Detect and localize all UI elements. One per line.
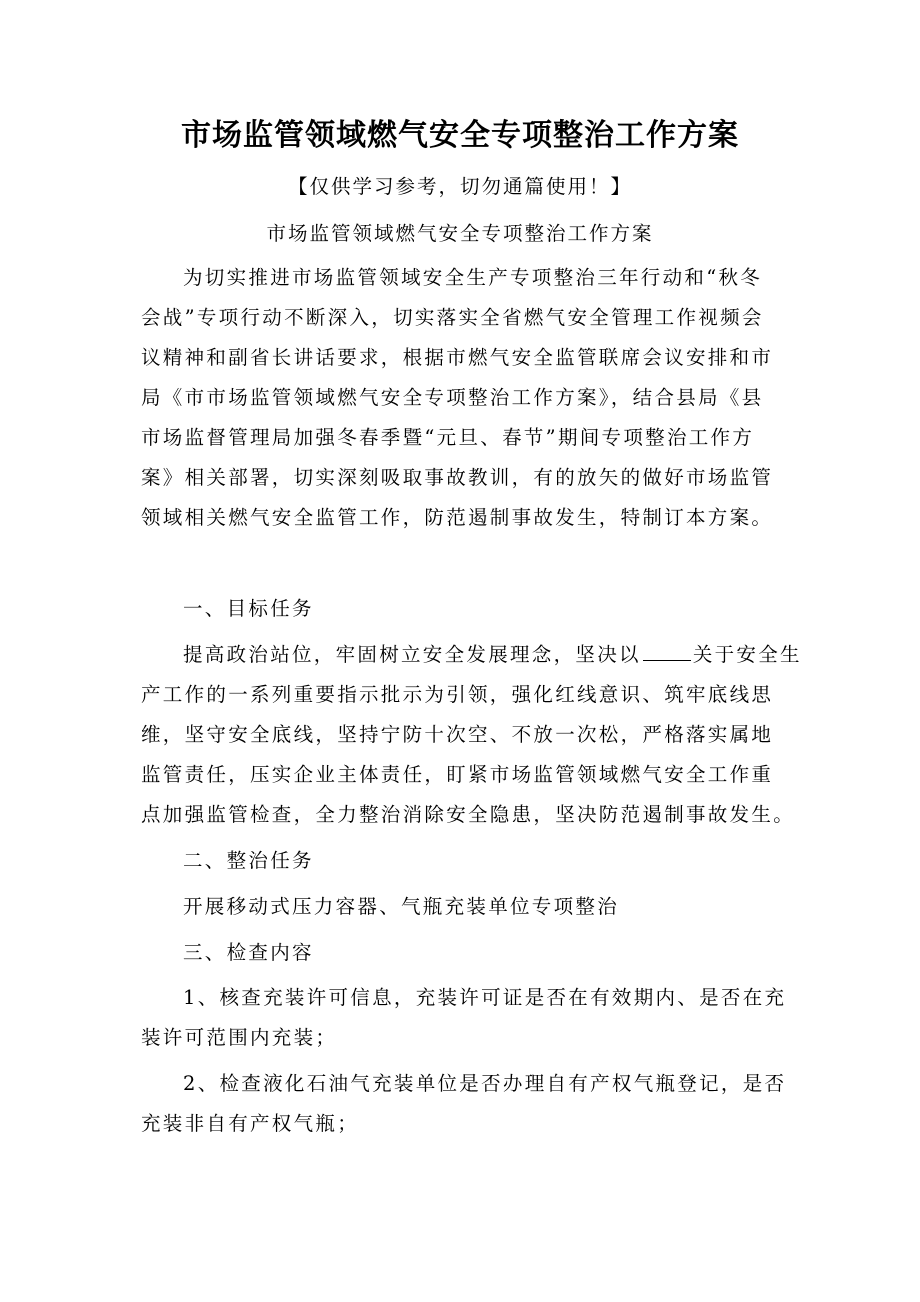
intro-line: 市场监督管理局加强冬春季暨“元旦、春节”期间专项整治工作方 xyxy=(141,426,755,449)
section-heading: 二、整治任务 xyxy=(183,849,314,872)
section1-line: 点加强监管检查，全力整治消除安全隐患，坚决防范遏制事故发生。 xyxy=(141,803,796,826)
blank-underline xyxy=(643,640,691,661)
section1-text-before: 提高政治站位，牢固树立安全发展理念，坚决以 xyxy=(183,643,641,666)
check-item-line: 1、核查充装许可信息，充装许可证是否在有效期内、是否在充 xyxy=(183,986,787,1009)
section1-line: 维，坚守安全底线，坚持宁防十次空、不放一次松，严格落实属地 xyxy=(141,723,774,746)
document-title: 市场监管领域燃气安全专项整治工作方案 xyxy=(181,118,739,153)
intro-line: 议精神和副省长讲话要求，根据市燃气安全监管联席会议安排和市 xyxy=(141,346,774,369)
section1-line: 产工作的一系列重要指示批示为引领，强化红线意识、筑牢底线思 xyxy=(141,683,774,706)
intro-line: 会战”专项行动不断深入，切实落实全省燃气安全管理工作视频会 xyxy=(141,306,764,329)
document-subtitle: 市场监管领域燃气安全专项整治工作方案 xyxy=(266,222,654,245)
section1-line xyxy=(183,640,843,670)
section1-text-after: 关于安全生 xyxy=(692,643,802,666)
usage-notice: 【仅供学习参考，切勿通篇使用！】 xyxy=(287,175,632,198)
section2-text: 开展移动式压力容器、气瓶充装单位专项整治 xyxy=(183,895,620,918)
check-item-line: 充装非自有产权气瓶； xyxy=(141,1112,360,1135)
section1-line: 监管责任，压实企业主体责任，盯紧市场监管领域燃气安全工作重 xyxy=(141,763,774,786)
section-heading: 一、目标任务 xyxy=(183,597,314,620)
intro-line: 局《市市场监管领域燃气安全专项整治工作方案》，结合县局《县 xyxy=(141,386,764,409)
check-item-line: 装许可范围内充装； xyxy=(141,1026,338,1049)
check-item-line: 2、检查液化石油气充装单位是否办理自有产权气瓶登记，是否 xyxy=(183,1072,787,1095)
intro-line: 案》相关部署，切实深刻吸取事故教训，有的放矢的做好市场监管 xyxy=(141,466,774,489)
intro-line: 领域相关燃气安全监管工作，防范遏制事故发生，特制订本方案。 xyxy=(141,506,774,529)
section-heading: 三、检查内容 xyxy=(183,941,314,964)
intro-line: 为切实推进市场监管领域安全生产专项整治三年行动和“秋冬 xyxy=(183,266,763,289)
